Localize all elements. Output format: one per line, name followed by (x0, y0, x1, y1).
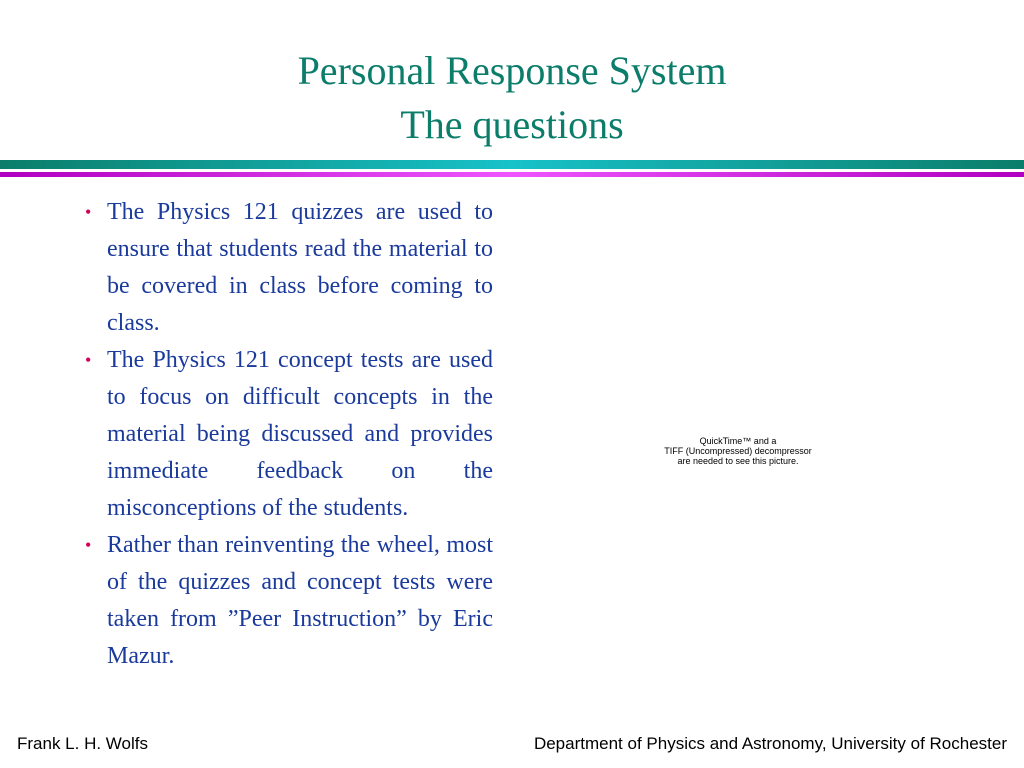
bullet-dot-icon: • (85, 535, 92, 555)
slide-title (0, 44, 1024, 152)
bullet-dot-icon: • (85, 202, 92, 222)
footer-author: Frank L. H. Wolfs (17, 734, 148, 753)
placeholder-line-3: are needed to see this picture. (677, 456, 799, 466)
slide-title-line-2: The questions (400, 102, 624, 147)
magenta-divider-rule (0, 172, 1024, 177)
teal-divider-rule (0, 160, 1024, 169)
bullet-item (85, 194, 493, 342)
placeholder-line-1: QuickTime™ and a (699, 436, 777, 446)
placeholder-line-2: TIFF (Uncompressed) decompressor (664, 446, 812, 456)
bullet-text: The Physics 121 concept tests are used to focus on difficult concepts in the material being discussed and provides immediate feedback on the misconceptions of the students. (107, 347, 493, 521)
bullet-item (85, 527, 493, 675)
bullet-dot-icon: • (85, 350, 92, 370)
slide-title-line-1: Personal Response System (297, 48, 727, 93)
bullet-text: Rather than reinventing the wheel, most of the quizzes and concept tests were taken from ”Peer Instruction” by Eric Mazur. (107, 532, 493, 669)
footer-department: Department of Physics and Astronomy, University of Rochester (533, 734, 1007, 753)
quicktime-image-placeholder (630, 436, 846, 466)
bullet-list (85, 194, 493, 675)
bullet-item (85, 342, 493, 527)
bullet-text: The Physics 121 quizzes are used to ensure that students read the material to be covered in class before coming to class. (107, 199, 493, 336)
